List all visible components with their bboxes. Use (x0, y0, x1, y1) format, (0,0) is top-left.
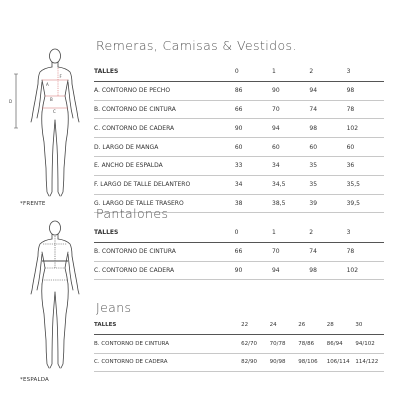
size-value: 38 (234, 199, 243, 207)
size-value: 78 (346, 248, 355, 256)
measure-name: C. CONTORNO DE CADERA (94, 266, 175, 274)
table-row (94, 119, 384, 138)
size-value: 36 (346, 162, 355, 170)
table-row (94, 261, 384, 280)
size-value: 70 (271, 248, 280, 256)
size-value: 38,5 (272, 199, 286, 207)
measure-label-f: F (59, 74, 62, 79)
table-header-cell: 26 (298, 321, 306, 328)
size-value: 106/114 (326, 359, 350, 366)
back-caption: *ESPALDA (20, 377, 50, 383)
table-header-cell: TALLES (94, 68, 119, 76)
size-value: 102 (346, 124, 359, 132)
measure-name: G. LARGO DE TALLE TRASERO (94, 199, 184, 207)
measure-label-b: B (50, 97, 53, 102)
size-value: 94/102 (355, 340, 375, 347)
size-value: 70 (272, 105, 280, 113)
size-value: 98/106 (298, 359, 318, 366)
size-value: 60 (309, 143, 318, 151)
size-value: 90 (234, 124, 243, 132)
size-value: 60 (234, 143, 243, 151)
size-value: 94 (272, 124, 280, 132)
size-value: 60 (346, 143, 355, 151)
size-value: 70/78 (269, 340, 286, 347)
measure-name: E. ANCHO DE ESPALDA (94, 162, 163, 170)
size-table-jeans (94, 316, 384, 372)
table-header-row (94, 224, 384, 242)
measure-label-a: A (46, 82, 49, 87)
table-header-cell: 0 (234, 68, 239, 76)
table-header-cell: TALLES (94, 321, 117, 328)
size-value: 34,5 (272, 181, 286, 189)
sleeve-length-marker (8, 72, 20, 132)
size-value: 94 (271, 266, 280, 274)
size-value: 78/86 (298, 340, 315, 347)
size-value: 86/94 (326, 340, 343, 347)
size-value: 98 (309, 266, 317, 274)
section-title-remeras: Remeras, Camisas & Vestidos. (96, 38, 297, 53)
size-value: 39,5 (346, 199, 360, 207)
table-row (94, 100, 384, 119)
table-header-cell: 1 (271, 229, 276, 237)
size-value: 102 (346, 266, 359, 274)
size-value: 35,5 (346, 181, 360, 189)
table-header-cell: 28 (326, 321, 334, 328)
table-header-cell: 1 (272, 68, 276, 76)
table-header-row (94, 63, 384, 81)
table-row (94, 353, 384, 372)
size-value: 74 (309, 248, 317, 256)
front-caption: *FRENTE (20, 201, 46, 207)
table-header-row (94, 316, 384, 334)
measure-name: B. CONTORNO DE CINTURA (94, 248, 176, 256)
size-value: 82/90 (241, 359, 257, 366)
table-header-cell: TALLES (94, 229, 119, 237)
table-header-cell: 2 (309, 229, 314, 237)
table-row (94, 175, 384, 194)
back-body-figure (20, 218, 90, 378)
size-value: 60 (272, 143, 280, 151)
section-title-pantalones: Pantalones (96, 206, 169, 221)
size-value: 35 (309, 162, 318, 170)
measure-name: B. CONTORNO DE CINTURA (94, 105, 176, 113)
size-value: 34 (272, 162, 280, 170)
size-value: 98 (309, 124, 318, 132)
table-header-cell: 24 (269, 321, 277, 328)
size-value: 90 (234, 266, 243, 274)
table-row (94, 156, 384, 175)
measure-name: A. CONTORNO DE PECHO (94, 87, 171, 95)
table-row (94, 138, 384, 157)
size-value: 90 (272, 87, 280, 95)
size-table-pantalones (94, 224, 384, 280)
measure-name: F. LARGO DE TALLE DELANTERO (94, 181, 191, 189)
size-value: 74 (309, 105, 318, 113)
section-title-jeans: Jeans (96, 300, 132, 315)
table-header-cell: 22 (241, 321, 249, 328)
table-header-cell: 2 (309, 68, 314, 76)
size-value: 62/70 (241, 340, 257, 347)
size-value: 94 (309, 87, 318, 95)
measure-name: B. CONTORNO DE CINTURA (94, 340, 170, 347)
measure-name: C. CONTORNO DE CADERA (94, 359, 168, 366)
size-value: 98 (346, 87, 355, 95)
size-value: 86 (234, 87, 243, 95)
size-value: 35 (309, 181, 318, 189)
size-value: 34 (234, 181, 243, 189)
size-value: 90/98 (269, 359, 286, 366)
measure-label-d: D (9, 99, 13, 104)
table-header-cell: 0 (234, 229, 239, 237)
table-header-cell: 3 (346, 229, 351, 237)
measure-label-c: C (53, 109, 56, 114)
size-value: 66 (234, 105, 243, 113)
table-header-cell: 30 (355, 321, 363, 328)
size-value: 39 (309, 199, 318, 207)
table-row (94, 242, 384, 261)
size-value: 66 (234, 248, 243, 256)
size-value: 78 (346, 105, 355, 113)
front-body-figure (20, 46, 90, 206)
size-table-remeras (94, 63, 384, 213)
measure-name: C. CONTORNO DE CADERA (94, 124, 175, 132)
size-value: 114/122 (355, 359, 379, 366)
table-row (94, 334, 384, 353)
size-value: 33 (234, 162, 243, 170)
measure-name: D. LARGO DE MANGA (94, 143, 159, 151)
table-row (94, 81, 384, 100)
table-header-cell: 3 (346, 68, 351, 76)
